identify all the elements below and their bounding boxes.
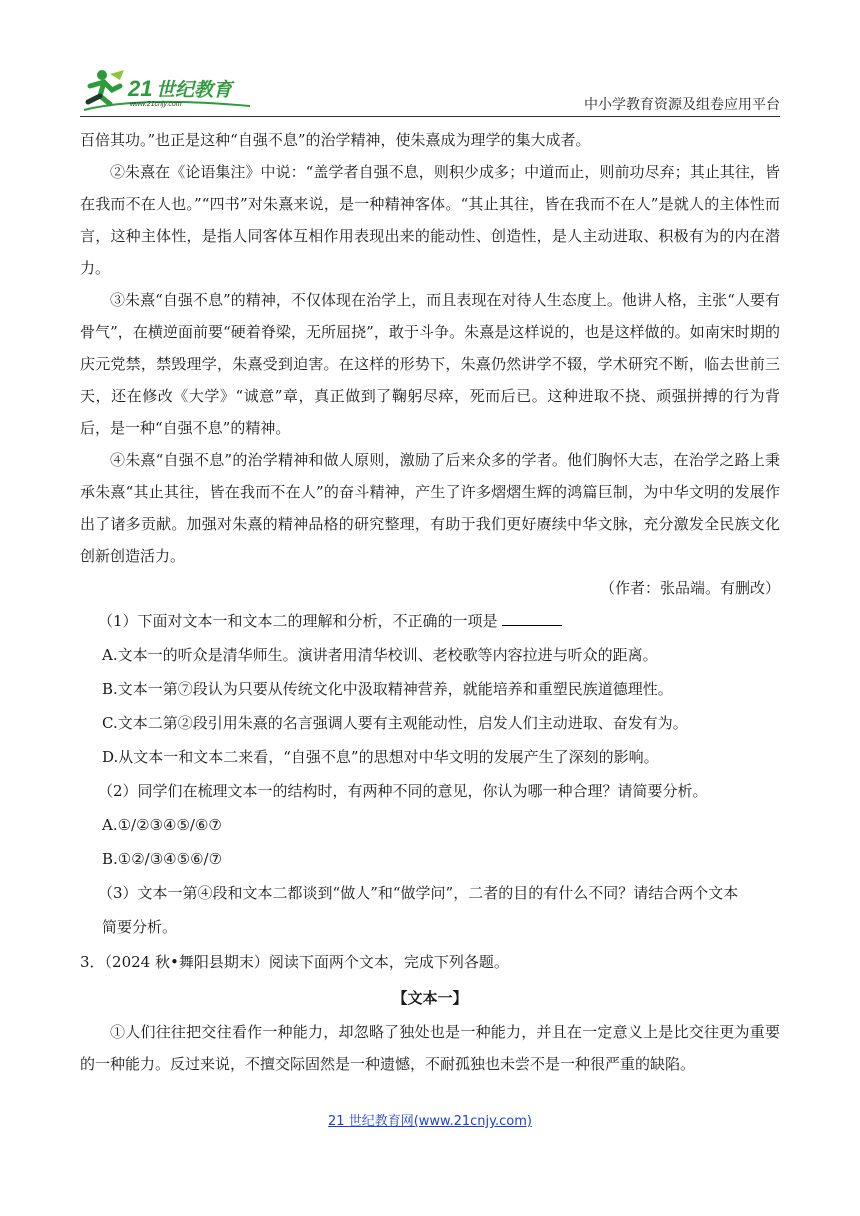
footer-link[interactable]: 21 世纪教育网(www.21cnjy.com) <box>328 1114 532 1129</box>
svg-text:www.21cnjy.com: www.21cnjy.com <box>130 101 182 108</box>
paragraph-continuation: 百倍其功。”也正是这种“自强不息”的治学精神，使朱熹成为理学的集大成者。 <box>80 131 591 149</box>
question-1 <box>80 604 780 638</box>
question-3: （3）文本一第④段和文本二都谈到“做人”和“做学问”，二者的目的有什么不同？请结合两个文本 <box>98 884 739 902</box>
page-footer <box>0 1110 860 1129</box>
option-c: C.文本二第②段引用朱熹的名言强调人要有主观能动性，启发人们主动进取、奋发有为。 <box>102 714 688 732</box>
section-3-heading: 3．（2024 秋•舞阳县期末）阅读下面两个文本，完成下列各题。 <box>80 953 509 971</box>
author-note: （作者：张品端。有删改） <box>599 579 780 597</box>
option-b: B.文本一第⑦段认为只要从传统文化中汲取精神营养，就能培养和重塑民族道德理性。 <box>102 680 673 698</box>
option-d: D.从文本一和文本二来看，“自强不息”的思想对中华文明的发展产生了深刻的影响。 <box>102 748 659 766</box>
logo-runner-icon <box>80 66 255 114</box>
structure-option-b: B.①②/③④⑤⑥/⑦ <box>102 850 223 868</box>
document-body <box>80 124 780 1080</box>
text-one-title: 【文本一】 <box>392 989 468 1007</box>
paragraph-3: ③朱熹“自强不息”的精神，不仅体现在治学上，而且表现在对待人生态度上。他讲人格，主张“人要有骨气”，在横逆面前要“硬着脊梁，无所屈挠”，敢于斗争。朱熹是这样说的，也是这样做的。如南宋时期的庆元党禁，禁毁理学，朱熹受到迫害。在这样的形势下，朱熹仍然讲学不辍，学术研究不断，临去世前三天，还在修改《大学》“诚意”章，真正做到了鞠躬尽瘁，死而后已。这种进取不挠、顽强拼搏的行为背后，是一种“自强不息”的精神。 <box>80 291 780 437</box>
svg-text:21: 21 <box>128 76 153 101</box>
section-3-paragraph-1: ①人们往往把交往看作一种能力，却忽略了独处也是一种能力，并且在一定意义上是比交往更为重要的一种能力。反过来说，不擅交际固然是一种遗憾，不耐孤独也未尝不是一种很严重的缺陷。 <box>80 1023 780 1073</box>
header-divider <box>80 116 780 117</box>
paragraph-2: ②朱熹在《论语集注》中说：“盖学者自强不息，则积少成多；中道而止，则前功尽弃；其止其往，皆在我而不在人也。”“四书”对朱熹来说，是一种精神客体。“其止其往，皆在我而不在人”是就人的主体性而言，这种主体性，是指人同客体互相作用表现出来的能动性、创造性，是人主动进取、积极有为的内在潜力。 <box>80 163 780 277</box>
logo <box>80 66 255 114</box>
option-a: A.文本一的听众是清华师生。演讲者用清华校训、老校歌等内容拉进与听众的距离。 <box>102 646 658 664</box>
answer-blank[interactable] <box>502 607 562 626</box>
page-header <box>80 66 780 116</box>
question-2: （2）同学们在梳理文本一的结构时，有两种不同的意见，你认为哪一种合理？请简要分析。 <box>98 782 708 800</box>
question-3-continued: 简要分析。 <box>102 918 178 936</box>
question-1-text: （1）下面对文本一和文本二的理解和分析，不正确的一项是 <box>98 612 498 630</box>
paragraph-4: ④朱熹“自强不息”的治学精神和做人原则，激励了后来众多的学者。他们胸怀大志，在治学之路上秉承朱熹“其止其往，皆在我而不在人”的奋斗精神，产生了许多熠熠生辉的鸿篇巨制，为中华文明的发展作出了诸多贡献。加强对朱熹的精神品格的研究整理，有助于我们更好赓续中华文脉，充分激发全民族文化创新创造活力。 <box>80 451 780 565</box>
svg-text:世纪教育: 世纪教育 <box>156 79 233 101</box>
structure-option-a: A.①/②③④⑤/⑥⑦ <box>102 816 222 834</box>
platform-title: 中小学教育资源及组卷应用平台 <box>584 97 780 113</box>
